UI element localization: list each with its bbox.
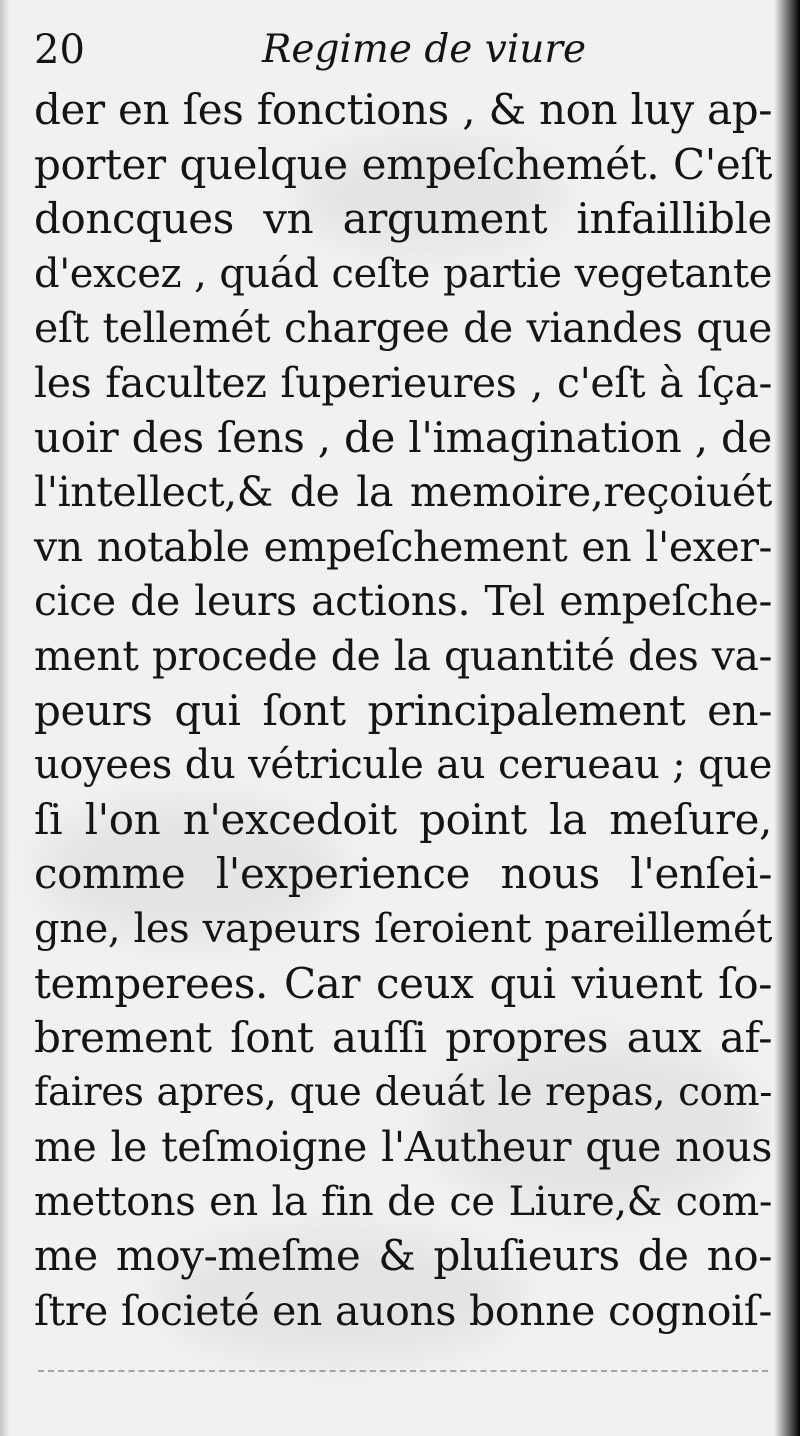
text-line: temperees. Car ceux qui viuent ſo- bbox=[34, 958, 772, 1008]
page-edge-shadow bbox=[774, 0, 800, 1436]
body-text bbox=[34, 83, 772, 1339]
text-line: porter quelque empeſchemét. C'eſt bbox=[34, 139, 772, 189]
text-line: d'excez , quád ceſte partie vegetante bbox=[34, 250, 772, 297]
text-line: gne, les vapeurs ſeroient pareillemét bbox=[34, 905, 772, 952]
page-header bbox=[34, 26, 774, 74]
running-head: Regime de viure bbox=[262, 27, 587, 72]
text-line: comme l'experience nous l'enſei- bbox=[34, 849, 772, 899]
text-line: mettons en la fin de ce Liure,& com- bbox=[34, 1178, 772, 1225]
bleed-through-rule bbox=[38, 1370, 768, 1372]
text-line: brement ſont auſſi propres aux af- bbox=[34, 1013, 772, 1063]
text-line: uoyees du vétricule au cerueau ; que bbox=[34, 742, 772, 789]
page-number: 20 bbox=[34, 27, 85, 73]
page-gutter-shadow bbox=[0, 0, 10, 1436]
text-line: vn notable empeſchement en l'exer- bbox=[34, 522, 772, 571]
text-line: les facultez ſuperieures , c'eſt à ſça- bbox=[34, 358, 772, 407]
text-line: me le teſmoigne l'Autheur que nous bbox=[34, 1123, 772, 1172]
text-line: peurs qui ſont principalement en- bbox=[34, 685, 772, 735]
text-line: ſi l'on n'excedoit point la meſure, bbox=[34, 794, 772, 844]
text-line: doncques vn argument infaillible bbox=[34, 194, 772, 244]
text-line: ment procede de la quantité des va- bbox=[34, 631, 772, 680]
text-line: ſtre ſocieté en auons bonne cognoiſ- bbox=[34, 1287, 772, 1336]
text-line: der en ſes fonctions , & non luy ap- bbox=[34, 85, 772, 134]
text-line: eſt tellemét chargee de viandes que bbox=[34, 304, 772, 353]
text-line: faires apres, que deuát le repas, com- bbox=[34, 1069, 772, 1115]
text-line: cice de leurs actions. Tel empeſche- bbox=[34, 577, 772, 626]
text-line: me moy-meſme & pluſieurs de no- bbox=[34, 1231, 772, 1281]
text-line: l'intellect,& de la memoire,reçoiuét bbox=[34, 468, 772, 517]
text-line: uoir des ſens , de l'imagination , de bbox=[34, 412, 772, 462]
